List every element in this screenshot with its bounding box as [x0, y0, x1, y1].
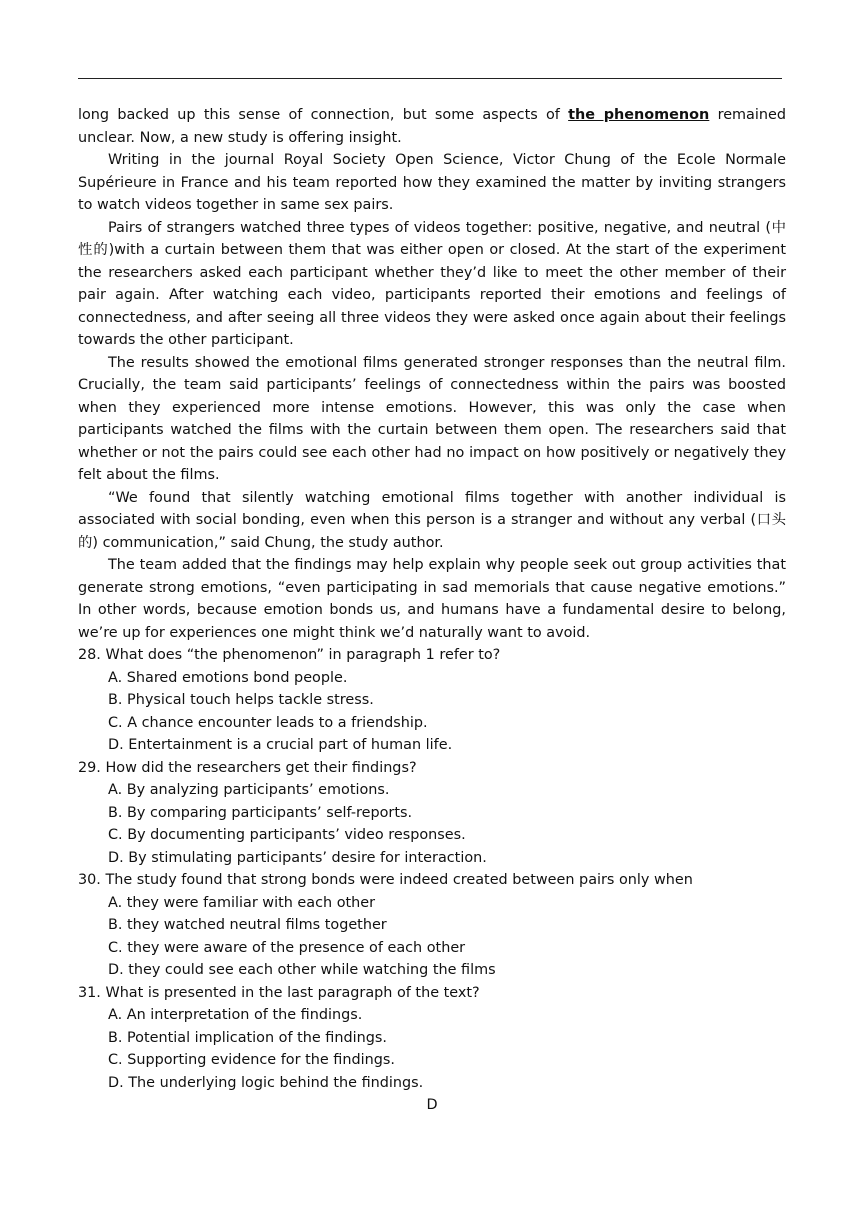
paragraph-6: The team added that the findings may help explain why people seek out group activities that generate strong emotions, “even participating in sad memorials that cause negative emotions.” In other words, because emotion bonds us, and humans have a fundamental desire to belong, we’re up for experiences one might think we’d naturally want to avoid.: [78, 557, 786, 641]
phenomenon-term: the phenomenon: [568, 107, 710, 123]
option: C. By documenting participants’ video responses.: [108, 827, 466, 843]
option: B. Physical touch helps tackle stress.: [108, 692, 374, 708]
question-stem: 29. How did the researchers get their findings?: [78, 759, 417, 776]
option: B. By comparing participants’ self-reports.: [108, 804, 413, 821]
option: D. The underlying logic behind the findings.: [108, 1074, 424, 1091]
option: C. A chance encounter leads to a friendship.: [108, 714, 428, 731]
option: D. Entertainment is a crucial part of human life.: [108, 737, 453, 753]
option: D. they could see each other while watching the films: [108, 962, 496, 978]
option: B. they watched neutral films together: [108, 917, 387, 933]
question-stem: 28. What does “the phenomenon” in paragraph 1 refer to?: [78, 647, 501, 663]
option: D. By stimulating participants’ desire for interaction.: [108, 849, 487, 866]
header-rule: [78, 78, 782, 79]
option: C. Supporting evidence for the findings.: [108, 1052, 395, 1068]
option: A. An interpretation of the findings.: [108, 1007, 363, 1023]
option: C. they were aware of the presence of each other: [108, 939, 466, 956]
paragraph-1: long backed up this sense of connection, but some aspects of the phenomenon remained unclear. Now, a new study is offering insight.: [78, 107, 786, 146]
question-30: [78, 869, 786, 982]
question-29: [78, 757, 786, 870]
question-31: [78, 982, 786, 1095]
option: A. they were familiar with each other: [108, 894, 376, 911]
question-stem: 30. The study found that strong bonds were indeed created between pairs only when: [78, 872, 693, 888]
paragraph-4: The results showed the emotional films generated stronger responses than the neutral film. Crucially, the team said participants’ feelings of connectedness within the pairs was boosted when they experienced more intense emotions. However, this was only the case when participants watched the films with the curtain between them open. The researchers said that whether or not the pairs could see each other had no impact on how positively or negatively they felt about the films.: [78, 354, 786, 483]
paragraph-2: Writing in the journal Royal Society Open Science, Victor Chung of the Ecole Normale Supérieure in France and his team reported how they examined the matter by inviting strangers to watch videos together in same sex pairs.: [78, 152, 786, 213]
option: A. By analyzing participants’ emotions.: [108, 782, 390, 798]
question-stem: 31. What is presented in the last paragraph of the text?: [78, 984, 480, 1001]
paragraph-5: “We found that silently watching emotional films together with another individual is associated with social bonding, even when this person is a stranger and without any verbal (口头的) communication,” said Chung, the study author.: [78, 489, 786, 551]
option: B. Potential implication of the findings.: [108, 1029, 387, 1046]
option: A. Shared emotions bond people.: [108, 669, 348, 686]
document-body: [78, 104, 786, 1117]
section-letter: D: [426, 1097, 438, 1113]
paragraph-3: Pairs of strangers watched three types of videos together: positive, negative, and neutral (中性的)with a curtain between them that was either open or closed. At the start of the experiment the researchers asked each participant whether they’d like to meet the other member of their pair again. After watching each video, participants reported their emotions and feelings of connectedness, and after seeing all three videos they were asked once again about their feelings towards the other participant.: [78, 219, 786, 348]
question-28: [78, 644, 786, 757]
